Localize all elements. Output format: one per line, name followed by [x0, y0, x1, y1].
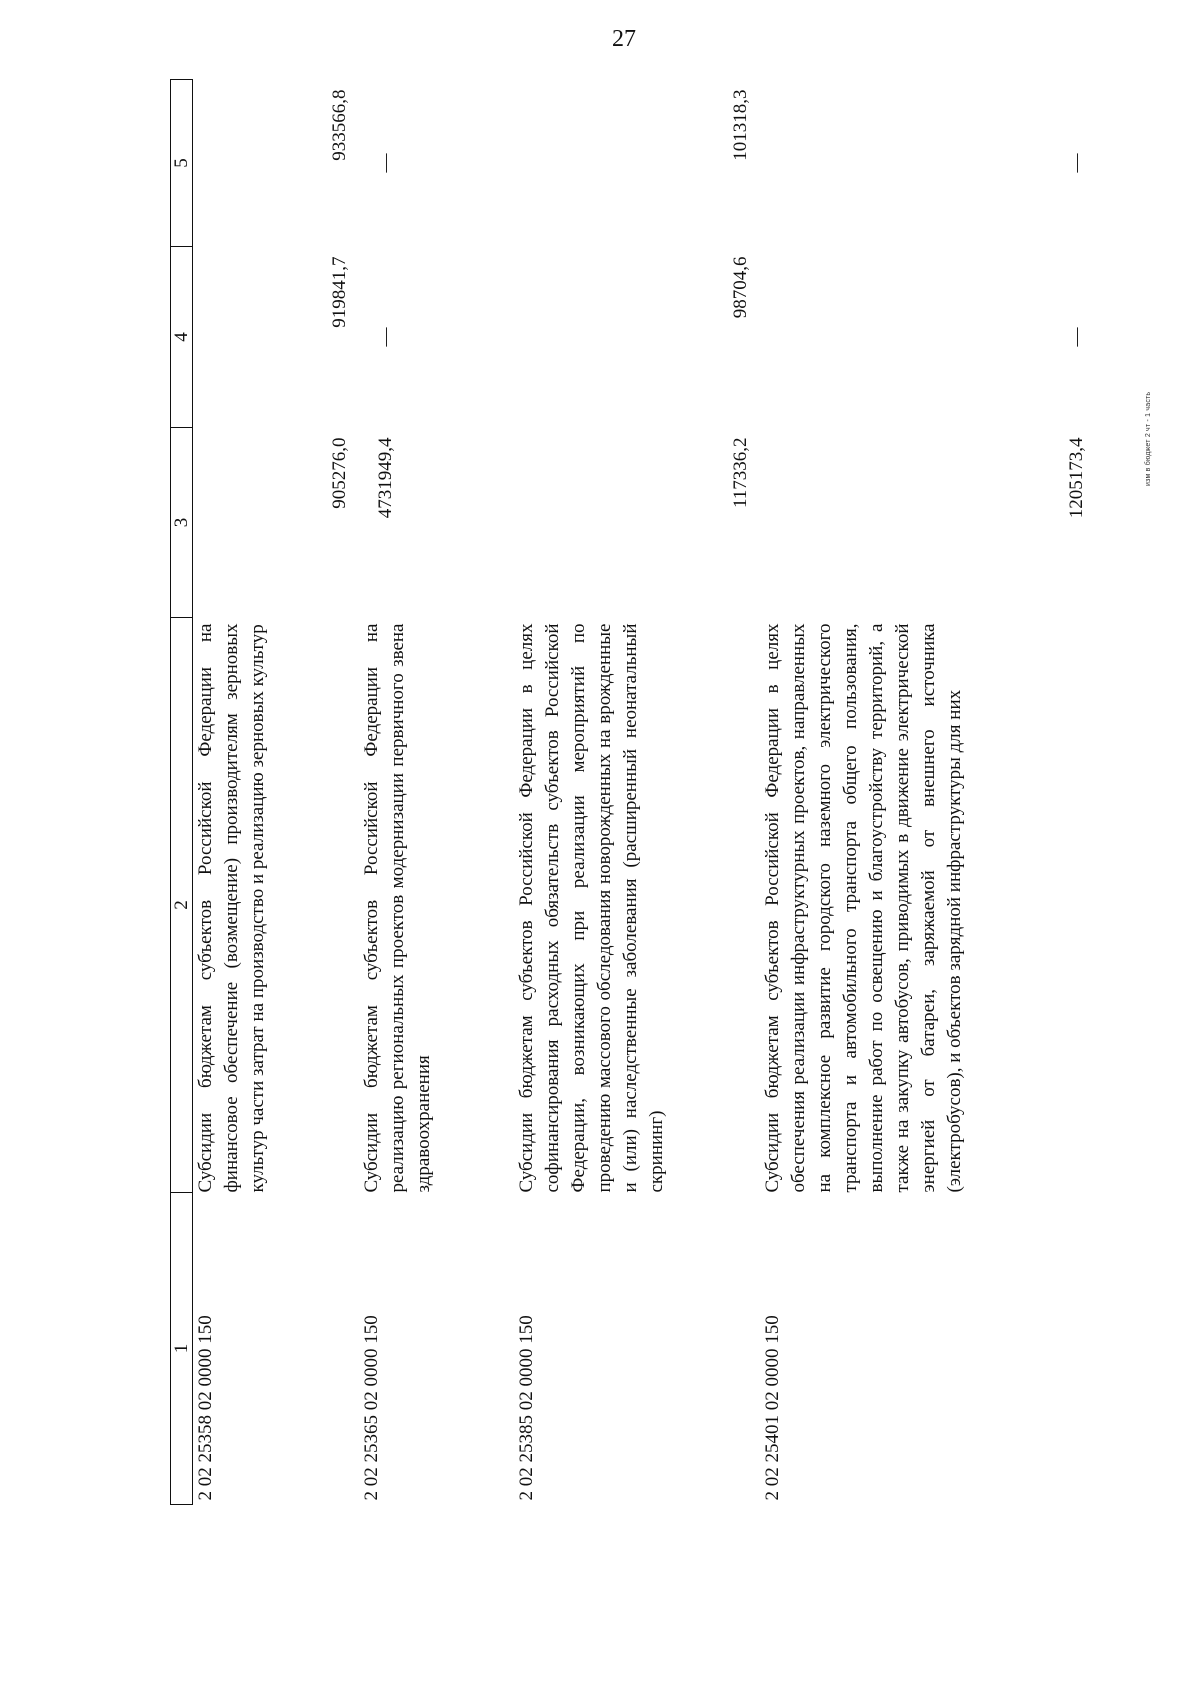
row-code: 2 02 25385 02 0000 150 — [516, 1315, 537, 1501]
row-description: Субсидии бюджетам субъектов Российской Федерации на финансовое обеспечение (возмещение) производителям зерновых культур части затрат на производство и реализацию зерновых культур — [195, 623, 268, 1193]
row-value-col3: 4731949,4 — [375, 437, 396, 519]
row-description: Субсидии бюджетам субъектов Российской Федерации на реализацию региональных проектов модернизации первичного звена здравоохранения — [361, 623, 434, 1193]
header-cell-col3: 3 — [171, 428, 193, 618]
header-cell-col5: 5 — [171, 80, 193, 247]
header-cell-description: 2 — [171, 618, 193, 1193]
header-cell-code: 1 — [171, 1193, 193, 1505]
row-value-col3: 1205173,4 — [1066, 437, 1087, 519]
row-value-col5: — — [375, 153, 396, 173]
row-value-col4: — — [1066, 327, 1087, 347]
row-value-col3: 117336,2 — [730, 437, 751, 509]
table-row — [359, 80, 514, 1505]
row-value-col4: 919841,7 — [329, 256, 350, 328]
footer-mark: изм в бюджет 2 чт - 1 часть — [1145, 391, 1152, 486]
header-cell-col4: 4 — [171, 247, 193, 428]
page-number: 27 — [612, 26, 636, 52]
row-value-col4: 98704,6 — [730, 256, 751, 319]
table-row — [760, 80, 1096, 1505]
budget-table — [170, 79, 1096, 1505]
row-value-col3: 905276,0 — [329, 437, 350, 509]
row-description: Субсидии бюджетам субъектов Российской Федерации в целях обеспечения реализации инфраструктурных проектов, направленных на комплексное развитие городского наземного электрического транспорта и автомобильного транспорта общего пользования, выполнение работ по освещению и благоустройству территорий, а также на закупку автобусов, приводимых в движение электрической энергией от батареи, заряжаемой от внешнего источника (электробусов), и объектов зарядной инфраструктуры для них — [762, 623, 965, 1193]
row-code: 2 02 25401 02 0000 150 — [762, 1315, 783, 1501]
table-row — [193, 80, 360, 1505]
rotated-table-container — [170, 80, 1100, 1505]
table-row — [514, 80, 760, 1505]
row-value-col4: — — [375, 327, 396, 347]
row-code: 2 02 25365 02 0000 150 — [361, 1315, 382, 1501]
row-description: Субсидии бюджетам субъектов Российской Федерации в целях софинансирования расходных обязательств субъектов Российской Федерации, возникающих при реализации мероприятий по проведению массового обследования новорожденных на врожденные и (или) наследственные заболевания (расширенный неонатальный скрининг) — [516, 623, 667, 1193]
row-value-col5: 101318,3 — [730, 89, 751, 161]
row-value-col5: 933566,8 — [329, 89, 350, 161]
table-header-row — [171, 80, 193, 1505]
row-value-col5: — — [1066, 153, 1087, 173]
row-code: 2 02 25358 02 0000 150 — [195, 1315, 216, 1501]
